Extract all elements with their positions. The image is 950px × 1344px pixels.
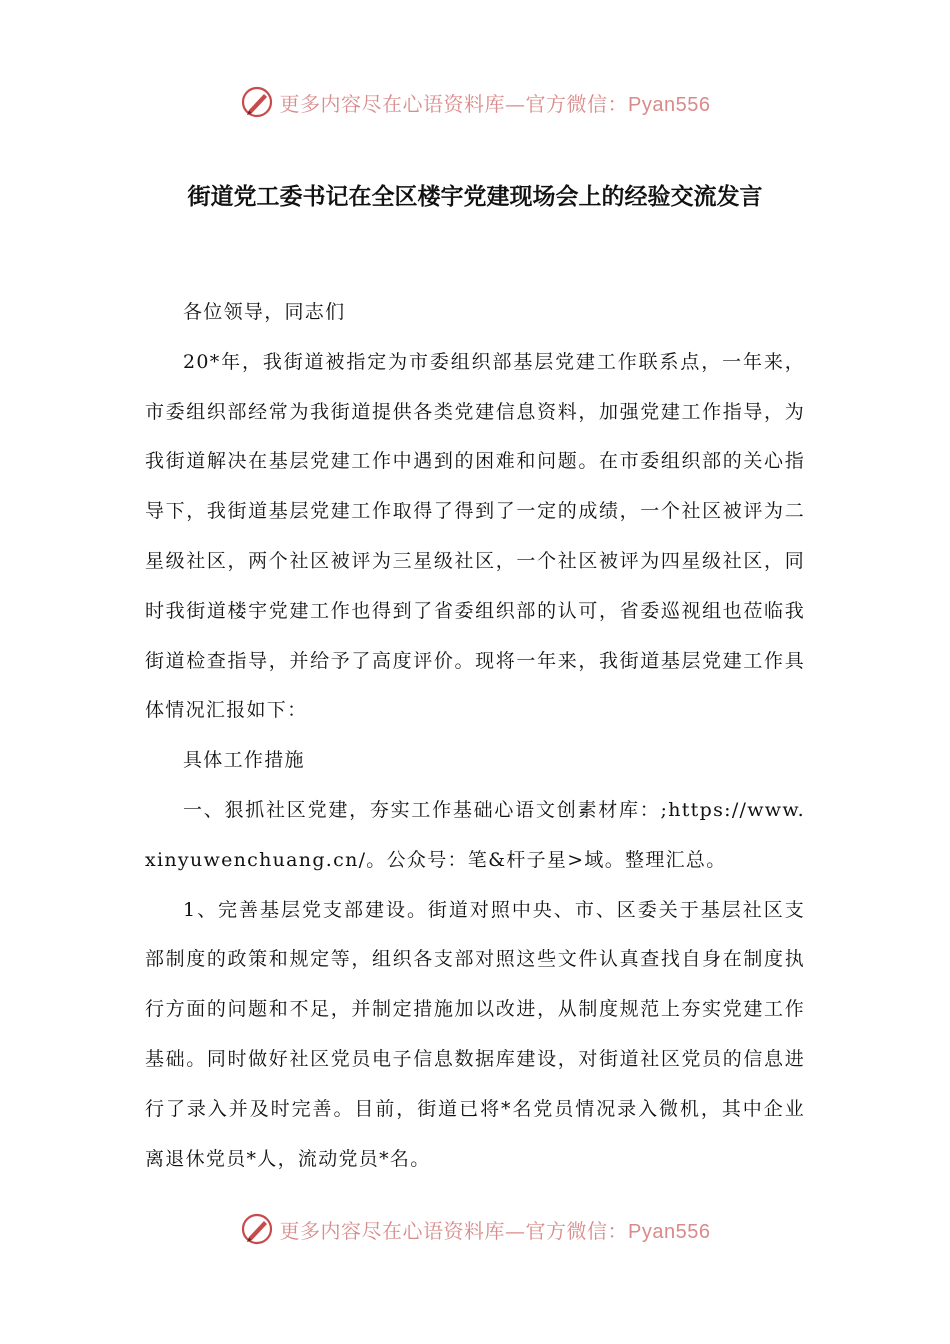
salutation: 各位领导，同志们 (183, 301, 346, 323)
document-title: 街道党工委书记在全区楼宇党建现场会上的经验交流发言 (187, 184, 763, 210)
watermark-footer (0, 1209, 950, 1249)
watermark-header (0, 82, 950, 122)
watermark-text: 更多内容尽在心语资料库—官方微信：Pyan556 (279, 1218, 711, 1243)
paragraph: 1、完善基层党支部建设。街道对照中央、市、区委关于基层社区支部制度的政策和规定等，组织各支部对照这些文件认真查找自身在制度执行方面的问题和不足，并制定措施加以改进，从制度规范上夯实党建工作基础。同时做好社区党员电子信息数据库建设，对街道社区党员的信息进行了录入并及时完善。目前，街道已将*名党员情况录入微机，其中企业离退休党员*人，流动党员*名。 (145, 898, 805, 1170)
section-heading: 具体工作措施 (183, 749, 305, 772)
pen-logo-icon (240, 1212, 274, 1246)
paragraph: 20*年，我街道被指定为市委组织部基层党建工作联系点，一年来，市委组织部经常为我街道提供各类党建信息资料，加强党建工作指导，为我街道解决在基层党建工作中遇到的困难和问题。在市委组织部的关心指导下，我街道基层党建工作取得了得到了一定的成绩，一个社区被评为二星级社区，两个社区被评为三星级社区，一个社区被评为四星级社区，同时我街道楼宇党建工作也得到了省委组织部的认可，省委巡视组也莅临我街道检查指导，并给予了高度评价。现将一年来，我街道基层党建工作具体情况汇报如下： (145, 350, 805, 722)
paragraph: 一、狠抓社区党建，夯实工作基础心语文创素材库：;https://www.xinyuwenchuang.cn/。公众号：笔&杆子星>域。整理汇总。 (145, 798, 805, 871)
document-body (145, 288, 805, 1184)
pen-logo-icon (240, 85, 274, 119)
watermark-text: 更多内容尽在心语资料库—官方微信：Pyan556 (279, 91, 711, 116)
